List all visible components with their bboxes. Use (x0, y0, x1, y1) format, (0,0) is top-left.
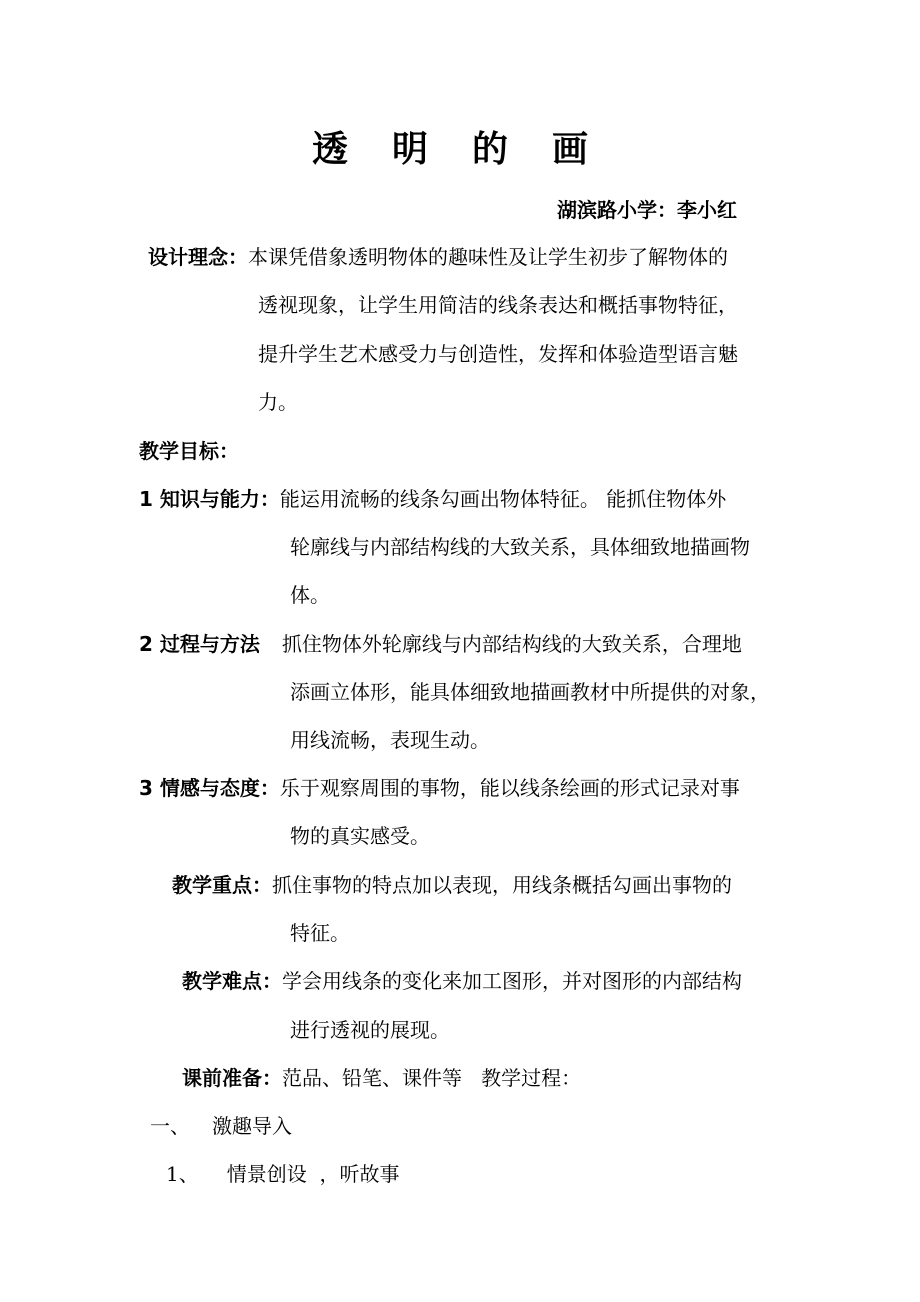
objective-2-text: 抓住物体外轮廓线与内部结构线的大致关系，合理地 (281, 632, 742, 656)
objective-1-line-2: 轮廓线与内部结构线的大致关系，具体细致地描画物 (290, 535, 750, 559)
objective-1-label: 1 知识与能力： (139, 487, 280, 511)
objective-3-line-2: 物的真实感受。 (290, 824, 430, 848)
objective-1-line-1 (139, 485, 726, 513)
process-item-1-number: 一、 (150, 1114, 190, 1138)
design-concept-line-2: 透视现象，让学生用简洁的线条表达和概括事物特征， (258, 293, 738, 317)
key-points-text: 抓住事物的特点加以表现，用线条概括勾画出事物的 (272, 873, 732, 897)
difficulties-text: 学会用线条的变化来加工图形，并对图形的内部结构 (282, 969, 742, 993)
objective-3-line-1 (139, 774, 740, 802)
objective-2-line-1 (139, 630, 742, 658)
key-points-label: 教学重点： (172, 873, 272, 897)
process-item-1 (150, 1112, 292, 1140)
objective-3-label: 3 情感与态度： (139, 776, 280, 800)
objective-1-line-3: 体。 (290, 583, 330, 607)
key-points-line-1 (172, 871, 732, 899)
preparation-text: 范品、铅笔、课件等 教学过程： (282, 1066, 582, 1090)
difficulties-line-2: 进行透视的展现。 (290, 1018, 450, 1042)
author-line: 湖滨路小学：李小红 (557, 198, 737, 222)
difficulties-label: 教学难点： (182, 969, 282, 993)
design-concept-label: 设计理念： (148, 245, 248, 269)
key-points-line-2: 特征。 (290, 921, 350, 945)
preparation-line (182, 1064, 581, 1092)
design-concept-text: 本课凭借象透明物体的趣味性及让学生初步了解物体的 (248, 245, 728, 269)
objective-3-text: 乐于观察周围的事物，能以线条绘画的形式记录对事 (279, 776, 740, 800)
objective-2-line-3: 用线流畅，表现生动。 (290, 728, 490, 752)
objective-2-label: 2 过程与方法 (139, 632, 260, 656)
process-item-2 (166, 1160, 399, 1188)
process-item-2-number: 1、 (166, 1162, 199, 1186)
design-concept-line-4: 力。 (258, 390, 298, 414)
preparation-label: 课前准备： (182, 1066, 282, 1090)
difficulties-line-1 (182, 967, 742, 995)
design-concept-line-1 (148, 243, 728, 271)
page-title: 透明的画 (312, 129, 633, 170)
objectives-heading: 教学目标： (139, 439, 239, 463)
process-item-2-text: 情景创设 ，听故事 (226, 1162, 400, 1186)
process-item-1-text: 激趣导入 (212, 1114, 292, 1138)
objective-1-text: 能运用流畅的线条勾画出物体特征。 能抓住物体外 (279, 487, 727, 511)
design-concept-line-3: 提升学生艺术感受力与创造性，发挥和体验造型语言魅 (258, 342, 738, 366)
objective-2-line-2: 添画立体形，能具体细致地描画教材中所提供的对象， (290, 680, 770, 704)
